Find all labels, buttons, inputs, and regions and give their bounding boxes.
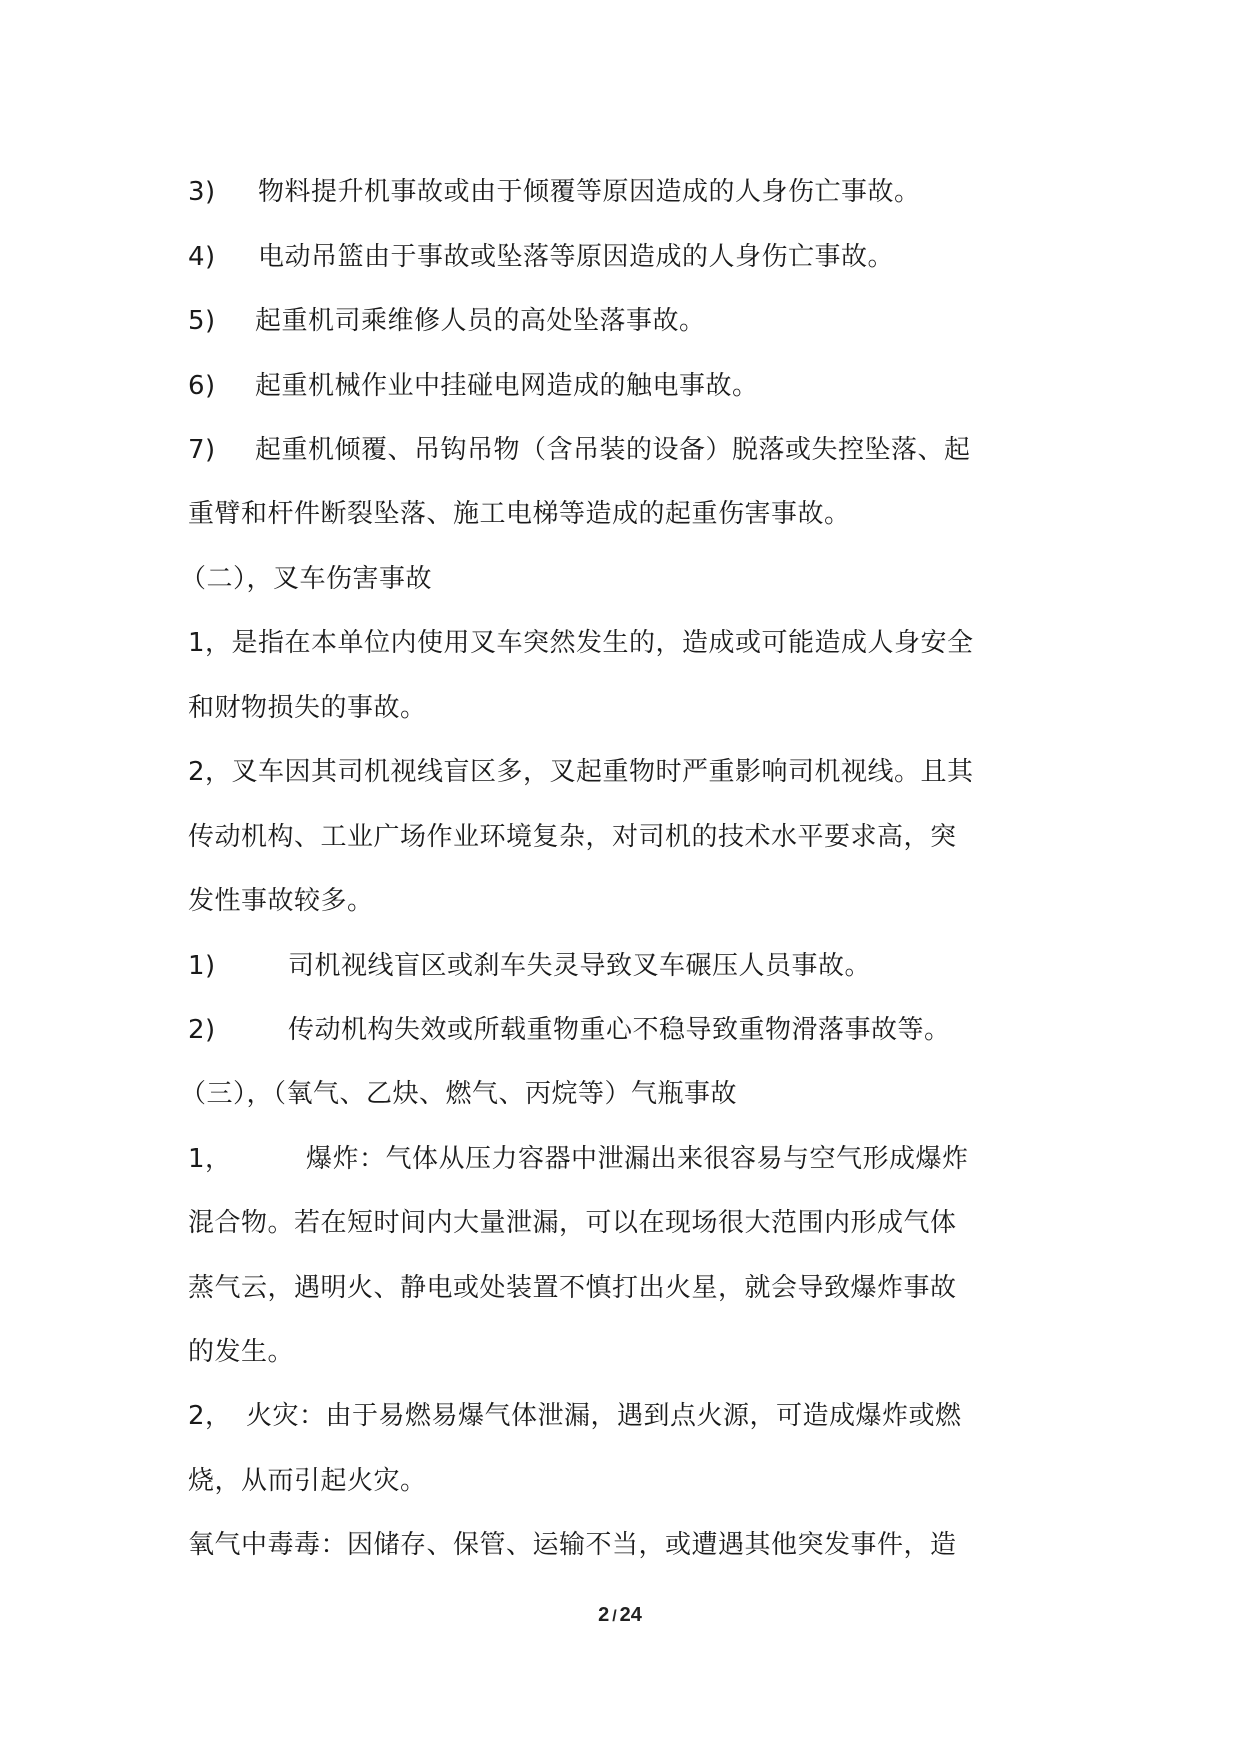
paragraph-text: 氧气中毒毒：因储存、保管、运输不当，或遭遇其他突发事件，造 (188, 1530, 957, 1560)
page-separator: / (612, 1608, 617, 1625)
item-text: 起重机械作业中挂碰电网造成的触电事故。 (255, 371, 759, 401)
item-number: 6) (188, 371, 216, 401)
item-text: 起重机倾覆、吊钩吊物（含吊装的设备）脱落或失控坠落、起 (255, 435, 971, 465)
item-text: 火灾：由于易燃易爆气体泄漏，遇到点火源，可造成爆炸或燃 (246, 1401, 962, 1431)
paragraph-text: 的发生。 (188, 1337, 295, 1367)
paragraph-text: 和财物损失的事故。 (188, 693, 427, 723)
item-number: 2， (188, 1401, 232, 1431)
item-number: 1， (188, 1144, 232, 1174)
page-number (0, 1604, 1240, 1627)
paragraph-text: 蒸气云，遇明火、静电或处装置不慎打出火星，就会导致爆炸事故 (188, 1273, 957, 1303)
item-number: 3) (188, 177, 216, 207)
list-item-2 (188, 1014, 1068, 1046)
item-text: 电动吊篮由于事故或坠落等原因造成的人身伤亡事故。 (258, 242, 895, 272)
paragraph-line (188, 498, 1068, 530)
heading-text: （二），叉车伤害事故 (180, 564, 433, 594)
paragraph-line (188, 1207, 1068, 1239)
paragraph-text: 烧，从而引起火灾。 (188, 1466, 427, 1496)
item-number: 2) (188, 1015, 216, 1045)
list-item-4 (188, 241, 1068, 273)
list-item-2 (188, 1400, 1068, 1432)
list-item-5 (188, 305, 1068, 337)
item-text: 司机视线盲区或刹车失灵导致叉车碾压人员事故。 (288, 951, 872, 981)
paragraph-line (188, 1465, 1068, 1497)
item-number: 4) (188, 242, 216, 272)
paragraph-line (188, 627, 1068, 659)
item-number: 7) (188, 435, 216, 465)
item-text: 起重机司乘维修人员的高处坠落事故。 (255, 306, 706, 336)
section-heading (180, 563, 1060, 595)
paragraph-line (188, 1336, 1068, 1368)
paragraph-text: 混合物。若在短时间内大量泄漏，可以在现场很大范围内形成气体 (188, 1208, 957, 1238)
total-pages: 24 (619, 1604, 642, 1626)
paragraph-text: 1，是指在本单位内使用叉车突然发生的，造成或可能造成人身安全 (188, 628, 974, 658)
item-number: 1) (188, 951, 216, 981)
paragraph-line (188, 1272, 1068, 1304)
list-item-1 (188, 950, 1068, 982)
list-item-7 (188, 434, 1068, 466)
paragraph-line (188, 692, 1068, 724)
paragraph-line (188, 756, 1068, 788)
paragraph-text: 重臂和杆件断裂坠落、施工电梯等造成的起重伤害事故。 (188, 499, 851, 529)
paragraph-text: 2，叉车因其司机视线盲区多，叉起重物时严重影响司机视线。且其 (188, 757, 974, 787)
item-text: 爆炸：气体从压力容器中泄漏出来很容易与空气形成爆炸 (306, 1144, 969, 1174)
item-number: 5) (188, 306, 216, 336)
list-item-6 (188, 370, 1068, 402)
paragraph-text: 发性事故较多。 (188, 886, 374, 916)
list-item-1 (188, 1143, 1068, 1175)
paragraph-line (188, 1529, 1068, 1561)
paragraph-line (188, 821, 1068, 853)
current-page: 2 (598, 1604, 610, 1626)
heading-text: （三），（氧气、乙炔、燃气、丙烷等）气瓶事故 (180, 1079, 738, 1109)
item-text: 传动机构失效或所载重物重心不稳导致重物滑落事故等。 (288, 1015, 951, 1045)
paragraph-line (188, 885, 1068, 917)
item-text: 物料提升机事故或由于倾覆等原因造成的人身伤亡事故。 (258, 177, 921, 207)
list-item-3 (188, 176, 1068, 208)
section-heading (180, 1078, 1060, 1110)
paragraph-text: 传动机构、工业广场作业环境复杂，对司机的技术水平要求高，突 (188, 822, 957, 852)
